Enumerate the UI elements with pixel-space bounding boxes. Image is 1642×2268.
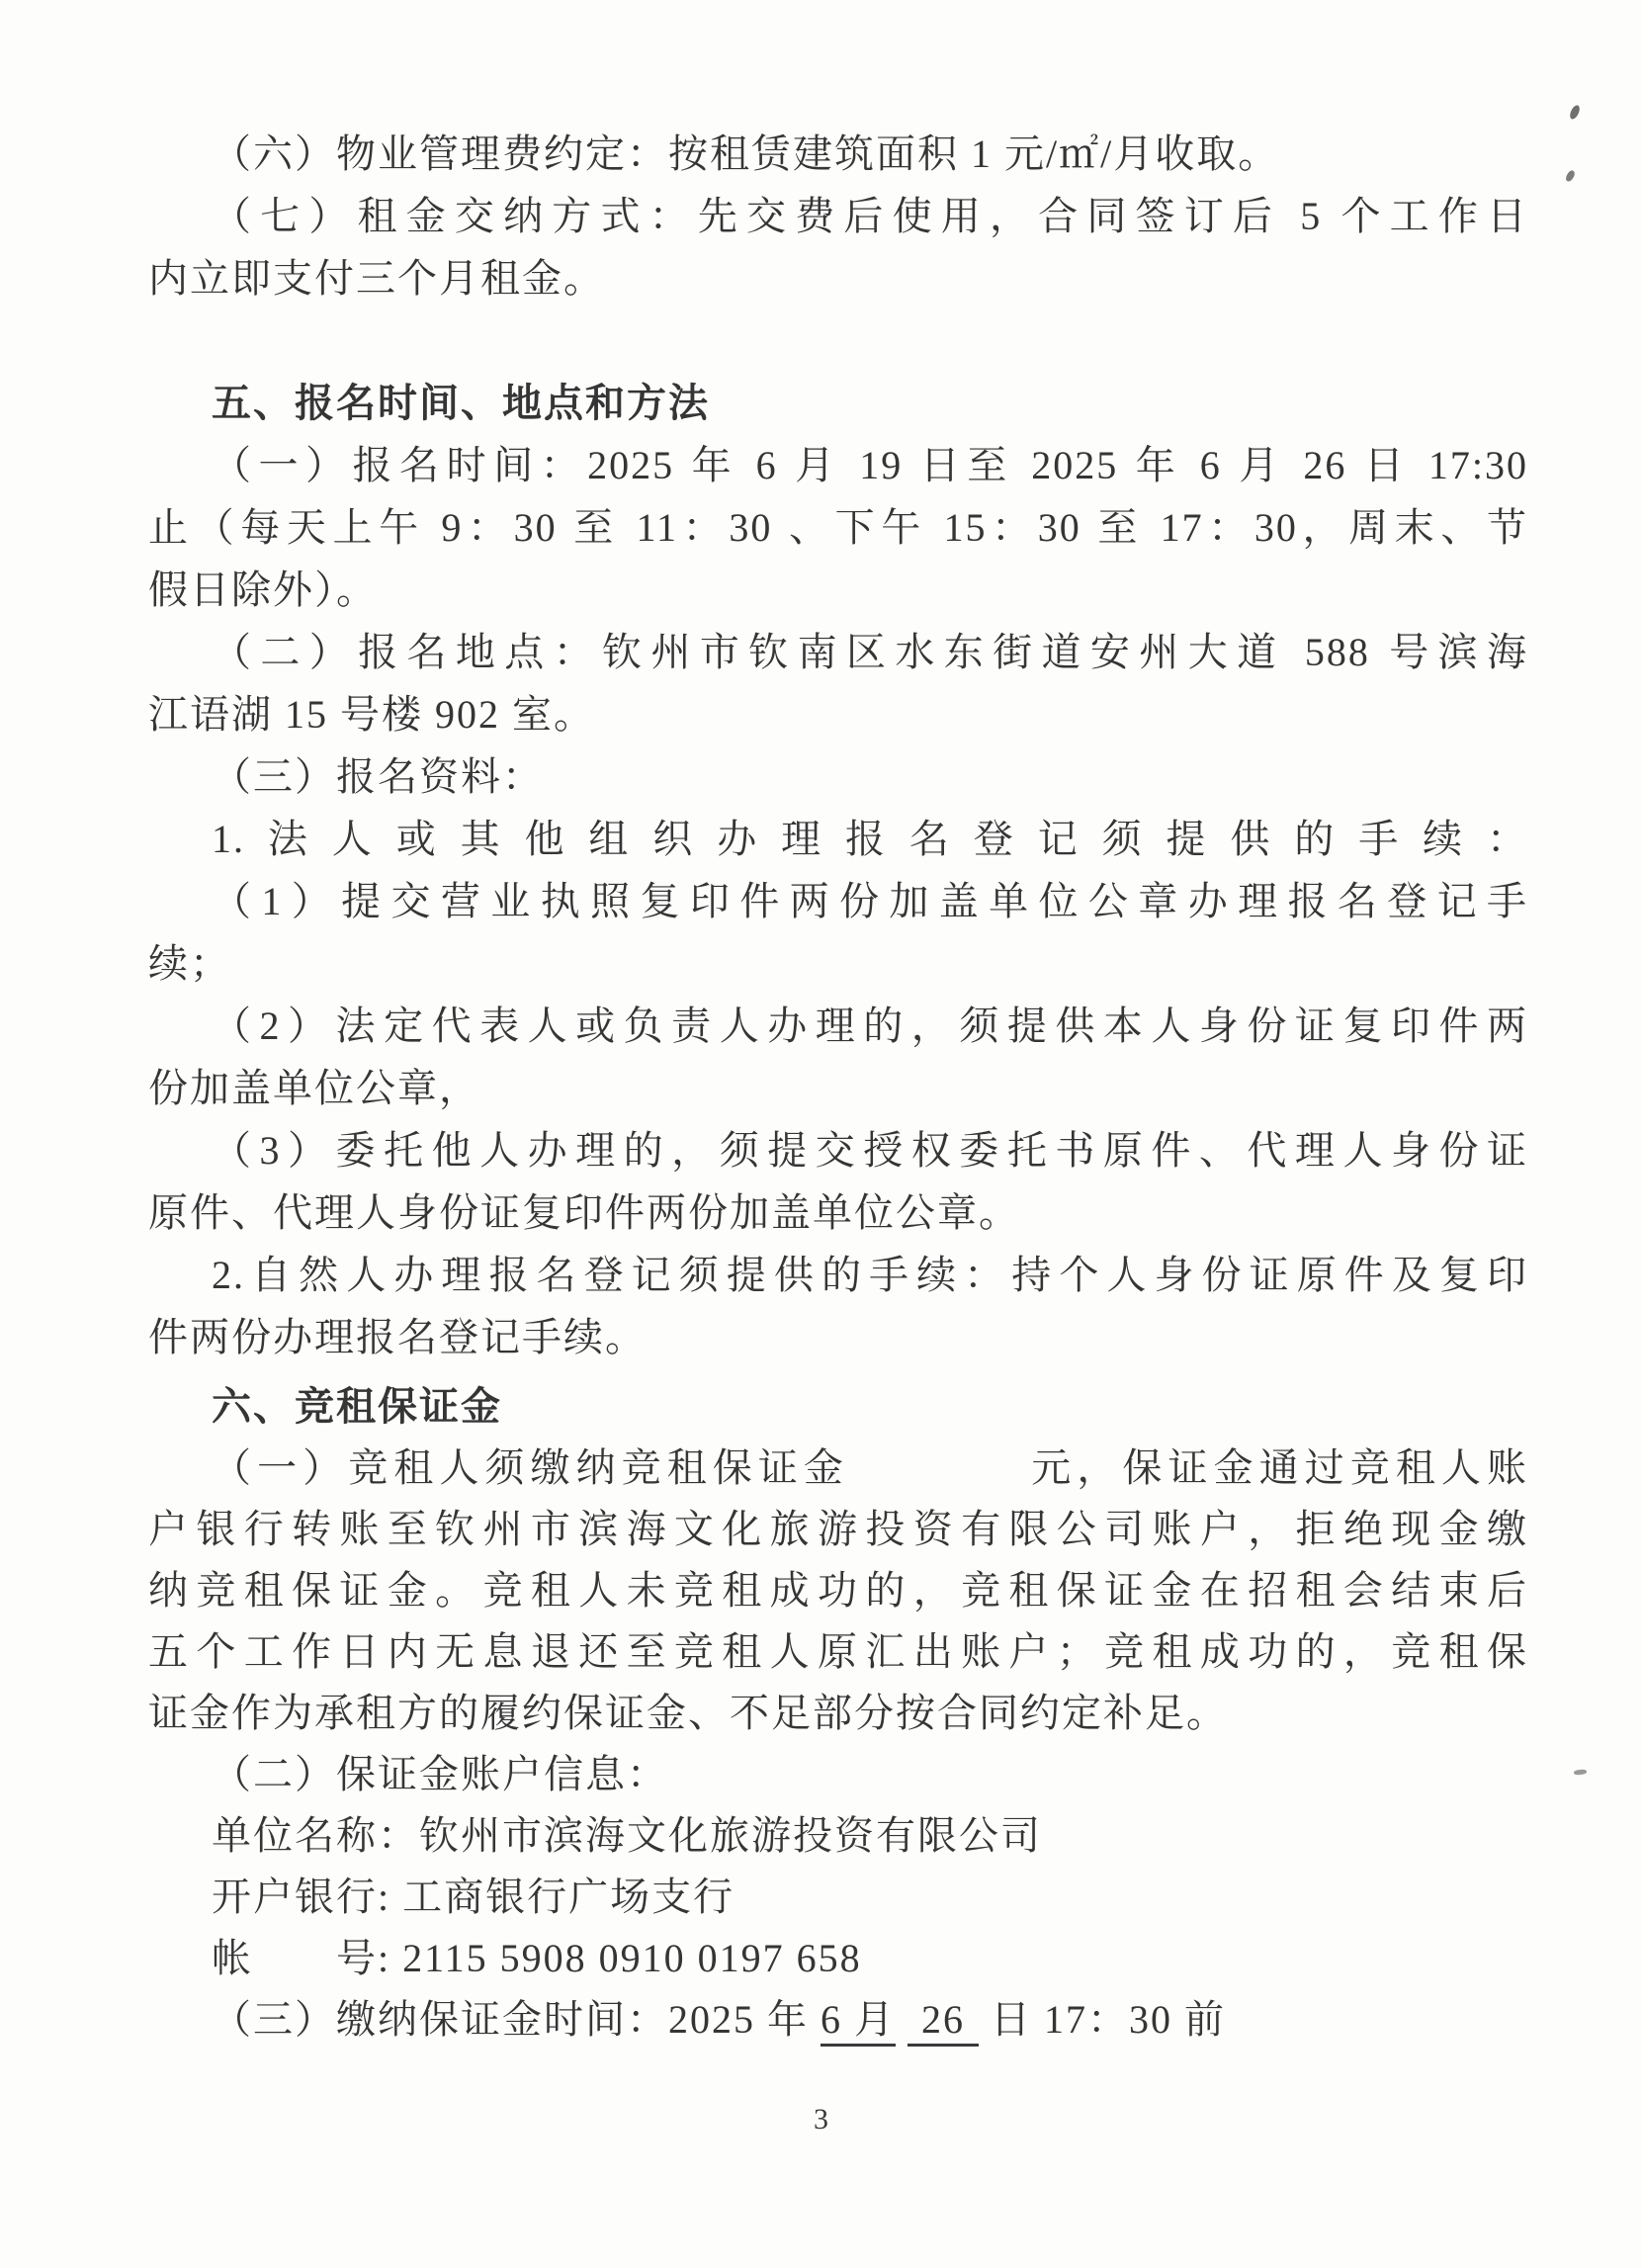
doc-line-reg-place: （二）报名地点：钦州市钦南区水东街道安州大道 588 号滨海 bbox=[212, 630, 1528, 674]
doc-line-deposit-cont3: 五个工作日内无息退还至竞租人原汇出账户；竞租成功的，竞租保 bbox=[148, 1629, 1528, 1674]
doc-line-deposit-cont2: 纳竞租保证金。竞租人未竞租成功的，竞租保证金在招租会结束后 bbox=[148, 1568, 1528, 1613]
doc-line-legal-person: 1.法人或其他组织办理报名登记须提供的手续： bbox=[212, 817, 1528, 861]
deadline-day-underlined: 26 bbox=[907, 1997, 979, 2047]
scan-artifact bbox=[1565, 169, 1576, 183]
doc-line-natural-person: 2.自然人办理报名登记须提供的手续：持个人身份证原件及复印 bbox=[212, 1253, 1528, 1297]
deadline-suffix: 日 17：30 前 bbox=[979, 1997, 1226, 2042]
doc-line-reg-time-cont1: 止（每天上午 9：30 至 11：30 、下午 15：30 至 17：30，周末、节 bbox=[148, 505, 1528, 550]
section-heading-deposit: 六、竞租保证金 bbox=[212, 1384, 502, 1429]
doc-line-rent-payment-cont: 内立即支付三个月租金。 bbox=[148, 256, 605, 301]
doc-line-natural-person-cont: 件两份办理报名登记手续。 bbox=[148, 1315, 647, 1359]
deadline-gap bbox=[896, 1997, 907, 2042]
deadline-month-underlined: 6 月 bbox=[821, 1997, 896, 2047]
section-heading-registration: 五、报名时间、地点和方法 bbox=[212, 381, 710, 425]
doc-line-bank-name: 开户银行: 工商银行广场支行 bbox=[212, 1875, 735, 1919]
doc-line-reg-time: （一）报名时间：2025 年 6 月 19 日至 2025 年 6 月 26 日 17:30 bbox=[212, 443, 1528, 487]
doc-line-deposit-deadline bbox=[148, 1989, 1528, 2050]
doc-line-deposit-amount: （一）竞租人须缴纳竞租保证金 元，保证金通过竞租人账 bbox=[212, 1445, 1528, 1490]
page-number: 3 bbox=[814, 2103, 828, 2136]
doc-line-item3: （3）委托他人办理的，须提交授权委托书原件、代理人身份证 bbox=[212, 1128, 1528, 1173]
doc-line-item1: （1）提交营业执照复印件两份加盖单位公章办理报名登记手 bbox=[212, 879, 1528, 923]
scan-artifact bbox=[1569, 104, 1581, 121]
doc-line-account-info: （二）保证金账户信息： bbox=[212, 1752, 668, 1796]
doc-line-reg-materials: （三）报名资料： bbox=[212, 754, 544, 799]
doc-line-item3-cont: 原件、代理人身份证复印件两份加盖单位公章。 bbox=[148, 1190, 1020, 1235]
deposit-section bbox=[148, 1376, 1528, 2050]
deadline-prefix: （三）缴纳保证金时间：2025 年 bbox=[212, 1997, 821, 2042]
doc-line-reg-place-cont: 江语湖 15 号楼 902 室。 bbox=[148, 692, 595, 737]
doc-line-item2: （2）法定代表人或负责人办理的，须提供本人身份证复印件两 bbox=[212, 1003, 1528, 1048]
doc-line-deposit-cont1: 户银行转账至钦州市滨海文化旅游投资有限公司账户，拒绝现金缴 bbox=[148, 1507, 1528, 1551]
doc-line-account-number: 帐 号: 2115 5908 0910 0197 658 bbox=[212, 1936, 862, 1980]
doc-line-item2-cont: 份加盖单位公章， bbox=[148, 1066, 480, 1110]
doc-line-property-fee: （六）物业管理费约定：按租赁建筑面积 1 元/㎡/月收取。 bbox=[212, 131, 1280, 176]
doc-line-reg-time-cont2: 假日除外）。 bbox=[148, 567, 378, 612]
doc-line-rent-payment: （七）租金交纳方式：先交费后使用，合同签订后 5 个工作日 bbox=[212, 194, 1528, 238]
scan-artifact bbox=[1574, 1769, 1587, 1775]
doc-line-item1-cont: 续； bbox=[148, 941, 231, 986]
document-body bbox=[148, 123, 1528, 2050]
doc-line-company-name: 单位名称：钦州市滨海文化旅游投资有限公司 bbox=[212, 1813, 1042, 1858]
doc-line-deposit-cont4: 证金作为承租方的履约保证金、不足部分按合同约定补足。 bbox=[148, 1691, 1228, 1735]
